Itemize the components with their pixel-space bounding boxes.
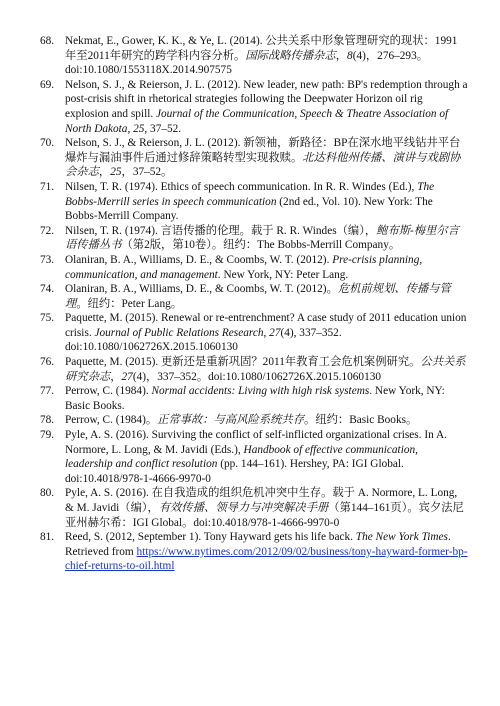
reference-text-run: . Retrieved from <box>65 531 451 558</box>
reference-text-run: , <box>127 122 134 135</box>
reference-text <box>65 35 457 76</box>
reference-item <box>40 78 468 136</box>
reference-italic-text: The Bobbs-Merrill series in speech communication <box>65 180 435 208</box>
reference-italic-text: 鲍布斯-梅里尔言语传播丛书 <box>65 224 459 252</box>
reference-number: 75. <box>40 312 55 325</box>
reference-number: 78. <box>40 414 55 427</box>
reference-number: 73. <box>40 253 55 266</box>
reference-item <box>40 34 468 78</box>
reference-italic-text: 8 <box>347 49 353 62</box>
reference-item <box>40 355 468 384</box>
reference-text-run: (4)，276–293。doi:10.1080/1553118X.2014.907575 <box>65 49 429 77</box>
reference-italic-text: 27 <box>269 326 281 339</box>
reference-text-run: Nelson, S. J., & Reierson, J. L. (2012). 新领袖，新路径：BP在深水地平线钻井平台爆炸与漏油事件后通过修辞策略转型实现救赎。 <box>65 137 461 164</box>
reference-text-run: （第2版，第10卷）。纽约：The Bobbs-Merrill Company。 <box>121 239 401 252</box>
reference-text-run: （第144–161页）。宾夕法尼亚州赫尔希：IGI Global。doi:10.4018/978-1-4666-9970-0 <box>65 502 464 529</box>
reference-url-link[interactable]: https://www.nytimes.com/2012/09/02/business/tony-hayward-former-bp-chief-returns-to-oil.html <box>65 545 468 573</box>
reference-text <box>65 429 447 485</box>
reference-item <box>40 136 468 180</box>
reference-text-run: Pyle, A. S. (2016). Surviving the conflict of self-inflicted organizational crises. In A. Normore, L. Long, & M. Javidi (Eds.), <box>65 429 447 456</box>
reference-text <box>65 414 417 426</box>
reference-text-run: Pyle, A. S. (2016). 在自我造成的组织危机冲突中生存。载于 A. Normore, L. Long, & M. Javidi（编）， <box>65 487 458 514</box>
reference-text-run: Nekmat, E., Gower, K. K., & Ye, L. (2014). 公共关系中形象管理研究的现状：1991年至2011年研究的跨学科内容分析。 <box>65 35 458 62</box>
reference-item <box>40 282 468 311</box>
reference-text <box>65 385 445 412</box>
reference-number: 70. <box>40 137 55 150</box>
reference-number: 81. <box>40 531 55 544</box>
reference-item <box>40 486 468 530</box>
reference-text-run: Reed, S. (2012, September 1). Tony Hayward gets his life back. <box>65 531 356 544</box>
reference-text-run: (2nd ed., Vol. 10). New York: The Bobbs-Merrill Company. <box>65 195 433 223</box>
reference-number: 80. <box>40 487 55 500</box>
reference-item <box>40 311 468 355</box>
reference-text-run: Perrow, C. (1984)。 <box>65 414 158 427</box>
reference-item <box>40 413 468 428</box>
reference-text-run: (4)，337–352。doi:10.1080/1062726X.2015.1060130 <box>132 370 382 383</box>
reference-italic-text: Handbook of effective communication, leadership and conflict resolution <box>65 443 418 471</box>
reference-number: 69. <box>40 78 55 91</box>
reference-text-run: Nilsen, T. R. (1974). Ethics of speech communication. In R. R. Windes (Ed.), <box>65 180 418 193</box>
reference-number: 71. <box>40 180 55 193</box>
reference-text-run: 。纽约：Basic Books。 <box>304 414 418 427</box>
reference-text <box>65 79 468 135</box>
reference-item <box>40 180 468 224</box>
reference-text-run: . New York, NY: Basic Books. <box>65 385 445 412</box>
reference-number: 79. <box>40 429 55 442</box>
reference-text-run: 。纽约：Peter Lang。 <box>76 297 183 310</box>
reference-italic-text: 正常事故：与高风险系统共存 <box>157 414 305 427</box>
reference-italic-text: Pre-crisis planning, communication, and management <box>65 253 423 281</box>
reference-text <box>65 531 468 572</box>
reference-text-run: (4), 337–352. doi:10.1080/1062726X.2015.1060130 <box>65 326 342 354</box>
reference-item <box>40 428 468 486</box>
reference-text-run: Paquette, M. (2015). 更新还是重新巩固？2011年教育工会危机案例研究。 <box>65 356 421 369</box>
reference-number: 77. <box>40 385 55 398</box>
reference-text-run: ， <box>335 49 348 62</box>
reference-item <box>40 224 468 253</box>
reference-text-run: , <box>263 326 270 339</box>
reference-item <box>40 530 468 574</box>
reference-text-run: ， <box>98 166 111 179</box>
reference-text <box>65 225 459 252</box>
reference-text <box>65 254 422 281</box>
reference-italic-text: 危机前规划、传播与管理 <box>65 283 451 310</box>
reference-text <box>65 137 460 178</box>
reference-text <box>65 312 466 353</box>
reference-number: 72. <box>40 224 55 237</box>
reference-text-run: , 37–52. <box>144 122 182 135</box>
reference-text <box>65 181 434 222</box>
reference-text-run: (pp. 144–161). Hershey, PA: IGI Global. doi:10.4018/978-1-4666-9970-0 <box>65 458 404 485</box>
reference-italic-text: Journal of the Communication, Speech & Theatre Association of North Dakota <box>65 107 449 135</box>
reference-text-run: Olaniran, B. A., Williams, D. E., & Coombs, W. T. (2012). <box>65 253 333 266</box>
reference-italic-text: 国际战略传播杂志 <box>245 49 336 62</box>
reference-text-run: Paquette, M. (2015). Renewal or re-entrenchment? A case study of 2011 education union crisis. <box>65 312 467 339</box>
reference-text <box>65 356 466 383</box>
reference-text <box>65 487 464 528</box>
reference-text-run: Nelson, S. J., & Reierson, J. L. (2012). New leader, new path: BP's redemption through a post-crisis shift in rhetorical strategies following the Deepwater Horizon oil rig explosion and spill. <box>65 78 468 120</box>
reference-item <box>40 384 468 413</box>
reference-italic-text: 公共关系研究杂志 <box>65 356 466 383</box>
reference-number: 76. <box>40 356 55 369</box>
reference-text-run: ， <box>110 370 122 383</box>
reference-italic-text: 北达科他州传播、演讲与戏剧协会杂志 <box>65 151 461 179</box>
reference-text-run: Perrow, C. (1984). <box>65 385 152 398</box>
reference-number: 68. <box>40 35 55 47</box>
reference-italic-text: 有效传播、领导力与冲突解决手册 <box>158 502 329 514</box>
reference-text-run: Nilsen, T. R. (1974). 言语传播的伦理。载于 R. R. Windes（编）， <box>65 224 377 237</box>
reference-italic-text: 27 <box>121 370 133 383</box>
reference-italic-text: 25 <box>110 166 122 179</box>
reference-text <box>65 283 451 310</box>
reference-text-run: . New York, NY: Peter Lang. <box>217 268 349 281</box>
reference-list <box>40 34 468 574</box>
reference-number: 74. <box>40 283 55 296</box>
reference-italic-text: 25 <box>133 122 145 135</box>
reference-item <box>40 253 468 282</box>
reference-italic-text: Journal of Public Relations Research <box>94 326 264 339</box>
reference-italic-text: The New York Times <box>355 531 448 544</box>
reference-italic-text: Normal accidents: Living with high risk systems <box>151 385 370 398</box>
reference-text-run: ，37–52。 <box>121 166 173 179</box>
reference-text-run: Olaniran, B. A., Williams, D. E., & Coombs, W. T. (2012)。 <box>65 283 338 296</box>
